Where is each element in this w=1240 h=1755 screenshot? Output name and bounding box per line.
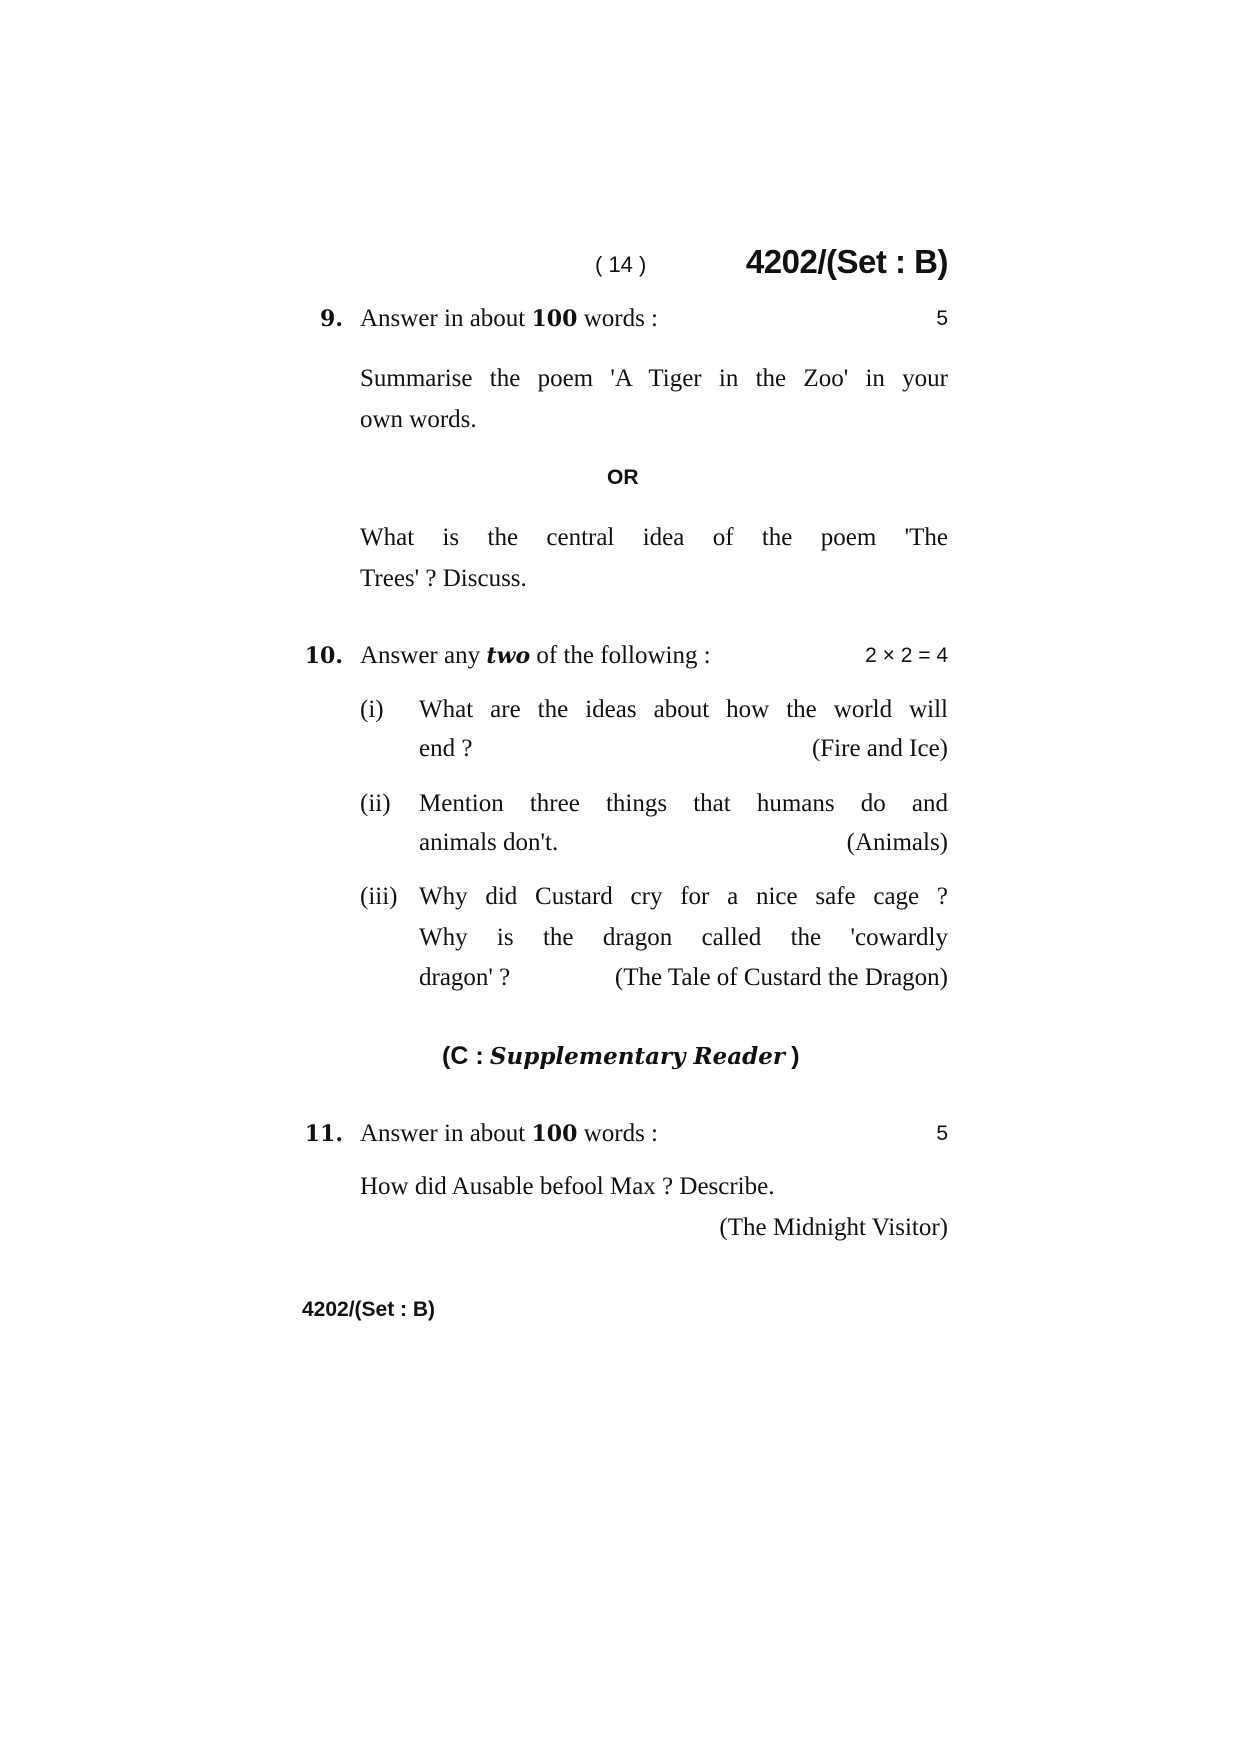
question-text-line: Why is the dragon called the 'cowardly	[419, 924, 948, 951]
question-text-line: How did Ausable befool Max ? Describe.	[360, 1173, 775, 1200]
marks: 2 × 2 = 4	[865, 644, 948, 667]
question-text-line: What is the central idea of the poem 'The	[360, 524, 948, 551]
question-text-line: end ?	[419, 735, 473, 762]
source-reference: (Animals)	[846, 829, 948, 856]
instruction-text: Answer in about	[360, 1120, 526, 1147]
section-heading	[442, 1040, 800, 1072]
instruction-emphasis: 100	[531, 1121, 578, 1147]
section-title: Supplementary Reader	[489, 1043, 785, 1070]
instruction-text: Answer in about	[360, 305, 526, 332]
instruction-text: Answer any	[360, 642, 481, 669]
question-number: 9.	[320, 306, 343, 332]
paper-code: 4202/(Set : B)	[745, 243, 948, 280]
marks: 5	[936, 307, 948, 330]
instruction-text: words :	[583, 1120, 658, 1147]
question-text-line: own words.	[360, 406, 477, 433]
source-reference: (The Tale of Custard the Dragon)	[614, 964, 948, 991]
question-instruction	[360, 303, 658, 335]
instruction-emphasis: two	[486, 643, 531, 669]
section-prefix: (C :	[442, 1042, 484, 1070]
instruction-text: of the following :	[536, 642, 711, 669]
question-number: 10.	[304, 643, 343, 669]
sub-label: (iii)	[360, 883, 398, 910]
question-text-line: animals don't.	[419, 829, 559, 856]
or-label: OR	[607, 466, 639, 489]
footer-paper-code: 4202/(Set : B)	[302, 1298, 436, 1321]
source-reference: (The Midnight Visitor)	[719, 1214, 948, 1241]
sub-label: (ii)	[360, 790, 391, 817]
marks: 5	[936, 1122, 948, 1145]
question-text-line: Trees' ? Discuss.	[360, 565, 527, 592]
question-text-line: Why did Custard cry for a nice safe cage ?	[419, 883, 948, 910]
page-number: ( 14 )	[595, 252, 647, 277]
question-number: 11.	[304, 1121, 343, 1147]
question-text-line: Summarise the poem 'A Tiger in the Zoo' in your	[360, 365, 948, 392]
section-suffix: )	[791, 1042, 800, 1070]
question-instruction	[360, 1118, 658, 1150]
instruction-text: words :	[583, 305, 658, 332]
question-instruction	[360, 640, 711, 672]
instruction-emphasis: 100	[531, 306, 578, 332]
question-text-line: What are the ideas about how the world will	[419, 696, 948, 723]
source-reference: (Fire and Ice)	[811, 735, 948, 762]
sub-label: (i)	[360, 696, 384, 723]
question-text-line: dragon' ?	[419, 964, 511, 991]
question-text-line: Mention three things that humans do and	[419, 790, 948, 817]
